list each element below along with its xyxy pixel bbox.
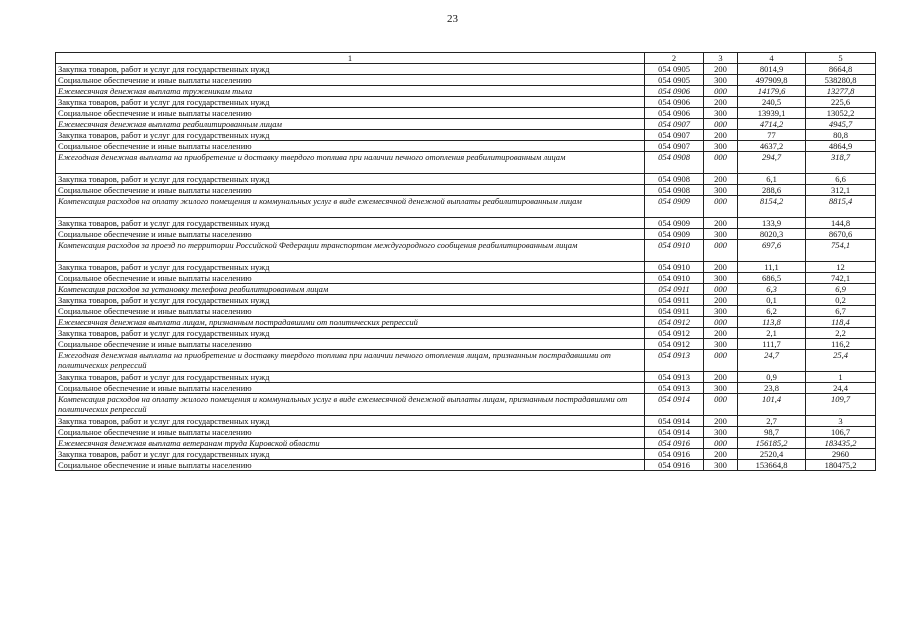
row-name-cell: Социальное обеспечение и иные выплаты населению [56,306,645,317]
row-value-col4-cell: 77 [738,130,806,141]
table-row [56,449,876,460]
row-name-cell: Ежегодная денежная выплата на приобретение и доставку твердого топлива при наличии печного отопления лицам, признанным пострадавшими от политических репрессий [56,350,645,372]
row-value-col5-cell: 6,9 [806,284,876,295]
row-type-cell: 300 [704,460,738,471]
row-type-cell: 300 [704,427,738,438]
row-value-col4-cell: 0,9 [738,372,806,383]
row-value-col5-cell: 80,8 [806,130,876,141]
row-name-cell: Закупка товаров, работ и услуг для государственных нужд [56,218,645,229]
row-value-col4-cell: 4714,2 [738,119,806,130]
row-value-col5-cell: 25,4 [806,350,876,372]
row-value-col5-cell: 13277,8 [806,86,876,97]
header-col-1: 1 [56,53,645,64]
row-code-cell: 054 0906 [645,86,704,97]
row-value-col5-cell: 318,7 [806,152,876,174]
row-value-col4-cell: 697,6 [738,240,806,262]
row-type-cell: 200 [704,328,738,339]
row-type-cell: 200 [704,174,738,185]
row-name-cell: Социальное обеспечение и иные выплаты населению [56,339,645,350]
row-value-col5-cell: 116,2 [806,339,876,350]
row-name-cell: Закупка товаров, работ и услуг для государственных нужд [56,97,645,108]
row-name-cell: Социальное обеспечение и иные выплаты населению [56,383,645,394]
row-name-cell: Социальное обеспечение и иные выплаты населению [56,75,645,86]
header-col-4: 4 [738,53,806,64]
row-value-col4-cell: 6,3 [738,284,806,295]
row-value-col5-cell: 312,1 [806,185,876,196]
row-name-cell: Компенсация расходов за установку телефона реабилитированным лицам [56,284,645,295]
row-name-cell: Закупка товаров, работ и услуг для государственных нужд [56,372,645,383]
row-value-col5-cell: 1 [806,372,876,383]
row-code-cell: 054 0914 [645,416,704,427]
row-value-col5-cell: 2,2 [806,328,876,339]
row-value-col5-cell: 144,8 [806,218,876,229]
table-row [56,229,876,240]
row-type-cell: 200 [704,449,738,460]
table-row [56,218,876,229]
row-value-col4-cell: 2,1 [738,328,806,339]
row-value-col4-cell: 111,7 [738,339,806,350]
row-value-col5-cell: 538280,8 [806,75,876,86]
row-name-cell: Ежемесячная денежная выплата реабилитированным лицам [56,119,645,130]
row-name-cell: Социальное обеспечение и иные выплаты населению [56,273,645,284]
table-row [56,394,876,416]
row-name-cell: Закупка товаров, работ и услуг для государственных нужд [56,262,645,273]
table-row [56,97,876,108]
row-code-cell: 054 0907 [645,141,704,152]
row-value-col5-cell: 183435,2 [806,438,876,449]
header-col-2: 2 [645,53,704,64]
row-name-cell: Закупка товаров, работ и услуг для государственных нужд [56,295,645,306]
row-name-cell: Ежемесячная денежная выплата труженикам тыла [56,86,645,97]
table-row [56,174,876,185]
row-value-col4-cell: 2,7 [738,416,806,427]
row-value-col5-cell: 742,1 [806,273,876,284]
row-type-cell: 300 [704,141,738,152]
row-code-cell: 054 0905 [645,64,704,75]
row-name-cell: Ежегодная денежная выплата на приобретение и доставку твердого топлива при наличии печного отопления реабилитированным лицам [56,152,645,174]
row-type-cell: 000 [704,317,738,328]
row-value-col5-cell: 109,7 [806,394,876,416]
row-value-col4-cell: 156185,2 [738,438,806,449]
row-value-col5-cell: 118,4 [806,317,876,328]
table-row [56,108,876,119]
row-code-cell: 054 0905 [645,75,704,86]
table-row [56,350,876,372]
row-type-cell: 000 [704,350,738,372]
budget-table-body [56,53,876,471]
row-type-cell: 200 [704,416,738,427]
row-value-col5-cell: 13052,2 [806,108,876,119]
row-code-cell: 054 0906 [645,97,704,108]
row-name-cell: Ежемесячная денежная выплата лицам, признанным пострадавшими от политических репрессий [56,317,645,328]
row-value-col4-cell: 497909,8 [738,75,806,86]
row-value-col5-cell: 12 [806,262,876,273]
row-value-col4-cell: 14179,6 [738,86,806,97]
row-value-col5-cell: 8670,6 [806,229,876,240]
row-name-cell: Социальное обеспечение и иные выплаты населению [56,460,645,471]
table-row [56,328,876,339]
row-value-col5-cell: 6,7 [806,306,876,317]
row-value-col4-cell: 6,1 [738,174,806,185]
table-row [56,273,876,284]
row-code-cell: 054 0914 [645,394,704,416]
row-name-cell: Компенсация расходов на оплату жилого помещения и коммунальных услуг в виде ежемесячной денежной выплаты реабилитированным лицам [56,196,645,218]
table-row [56,416,876,427]
row-name-cell: Социальное обеспечение и иные выплаты населению [56,427,645,438]
row-value-col4-cell: 98,7 [738,427,806,438]
table-row [56,262,876,273]
row-name-cell: Закупка товаров, работ и услуг для государственных нужд [56,174,645,185]
row-type-cell: 200 [704,262,738,273]
row-value-col4-cell: 13939,1 [738,108,806,119]
table-row [56,372,876,383]
row-name-cell: Закупка товаров, работ и услуг для государственных нужд [56,328,645,339]
row-value-col4-cell: 0,1 [738,295,806,306]
row-value-col4-cell: 8154,2 [738,196,806,218]
table-header-row [56,53,876,64]
table-row [56,284,876,295]
table-row [56,152,876,174]
table-row [56,196,876,218]
row-code-cell: 054 0913 [645,383,704,394]
row-code-cell: 054 0910 [645,240,704,262]
table-row [56,339,876,350]
header-col-5: 5 [806,53,876,64]
row-name-cell: Социальное обеспечение и иные выплаты населению [56,141,645,152]
row-name-cell: Социальное обеспечение и иные выплаты населению [56,185,645,196]
row-code-cell: 054 0913 [645,350,704,372]
row-type-cell: 300 [704,185,738,196]
table-row [56,64,876,75]
row-code-cell: 054 0909 [645,196,704,218]
row-code-cell: 054 0910 [645,262,704,273]
table-row [56,295,876,306]
row-type-cell: 000 [704,240,738,262]
row-value-col5-cell: 24,4 [806,383,876,394]
row-type-cell: 200 [704,372,738,383]
row-code-cell: 054 0906 [645,108,704,119]
row-value-col5-cell: 3 [806,416,876,427]
table-row [56,75,876,86]
row-code-cell: 054 0909 [645,229,704,240]
row-value-col4-cell: 133,9 [738,218,806,229]
row-name-cell: Компенсация расходов за проезд по территории Российской Федерации транспортом междугородного сообщения реабилитированным лицам [56,240,645,262]
table-row [56,383,876,394]
row-name-cell: Социальное обеспечение и иные выплаты населению [56,108,645,119]
table-row [56,141,876,152]
row-type-cell: 000 [704,86,738,97]
row-type-cell: 300 [704,75,738,86]
row-type-cell: 200 [704,97,738,108]
table-row [56,240,876,262]
table-row [56,119,876,130]
row-code-cell: 054 0912 [645,339,704,350]
table-row [56,460,876,471]
row-code-cell: 054 0911 [645,284,704,295]
table-row [56,185,876,196]
row-value-col5-cell: 0,2 [806,295,876,306]
row-type-cell: 000 [704,196,738,218]
row-value-col4-cell: 23,8 [738,383,806,394]
row-value-col4-cell: 8014,9 [738,64,806,75]
row-value-col4-cell: 101,4 [738,394,806,416]
row-name-cell: Компенсация расходов на оплату жилого помещения и коммунальных услуг в виде ежемесячной денежной выплаты лицам, признанным пострадавшими от политических репрессий [56,394,645,416]
row-type-cell: 300 [704,273,738,284]
row-code-cell: 054 0909 [645,218,704,229]
row-type-cell: 000 [704,152,738,174]
row-name-cell: Ежемесячная денежная выплата ветеранам труда Кировской области [56,438,645,449]
row-value-col5-cell: 6,6 [806,174,876,185]
row-value-col5-cell: 8664,8 [806,64,876,75]
table-row [56,438,876,449]
row-value-col4-cell: 6,2 [738,306,806,317]
row-value-col4-cell: 288,6 [738,185,806,196]
row-code-cell: 054 0908 [645,152,704,174]
table-row [56,427,876,438]
row-value-col5-cell: 4864,9 [806,141,876,152]
row-value-col5-cell: 754,1 [806,240,876,262]
row-name-cell: Закупка товаров, работ и услуг для государственных нужд [56,416,645,427]
row-name-cell: Социальное обеспечение и иные выплаты населению [56,229,645,240]
row-value-col4-cell: 113,8 [738,317,806,328]
row-type-cell: 200 [704,295,738,306]
row-name-cell: Закупка товаров, работ и услуг для государственных нужд [56,130,645,141]
table-row [56,306,876,317]
row-code-cell: 054 0916 [645,449,704,460]
row-type-cell: 300 [704,383,738,394]
row-value-col4-cell: 11,1 [738,262,806,273]
row-code-cell: 054 0912 [645,328,704,339]
row-type-cell: 200 [704,64,738,75]
row-value-col5-cell: 2960 [806,449,876,460]
row-type-cell: 000 [704,394,738,416]
table-row [56,317,876,328]
row-name-cell: Закупка товаров, работ и услуг для государственных нужд [56,449,645,460]
row-type-cell: 000 [704,438,738,449]
row-type-cell: 000 [704,119,738,130]
row-code-cell: 054 0916 [645,460,704,471]
budget-table [55,52,876,471]
page-number: 23 [447,13,458,25]
table-row [56,130,876,141]
row-code-cell: 054 0912 [645,317,704,328]
row-value-col4-cell: 24,7 [738,350,806,372]
row-value-col4-cell: 294,7 [738,152,806,174]
row-type-cell: 300 [704,306,738,317]
row-code-cell: 054 0907 [645,119,704,130]
row-code-cell: 054 0908 [645,174,704,185]
row-value-col4-cell: 686,5 [738,273,806,284]
row-value-col4-cell: 4637,2 [738,141,806,152]
row-value-col5-cell: 4945,7 [806,119,876,130]
row-value-col4-cell: 8020,3 [738,229,806,240]
row-value-col5-cell: 180475,2 [806,460,876,471]
row-code-cell: 054 0913 [645,372,704,383]
row-type-cell: 300 [704,229,738,240]
row-code-cell: 054 0908 [645,185,704,196]
row-value-col5-cell: 225,6 [806,97,876,108]
row-code-cell: 054 0914 [645,427,704,438]
row-value-col4-cell: 240,5 [738,97,806,108]
row-type-cell: 300 [704,339,738,350]
row-value-col5-cell: 8815,4 [806,196,876,218]
header-col-3: 3 [704,53,738,64]
table-row [56,86,876,97]
row-value-col5-cell: 106,7 [806,427,876,438]
row-value-col4-cell: 153664,8 [738,460,806,471]
row-code-cell: 054 0916 [645,438,704,449]
row-type-cell: 300 [704,108,738,119]
row-code-cell: 054 0910 [645,273,704,284]
row-type-cell: 200 [704,130,738,141]
row-name-cell: Закупка товаров, работ и услуг для государственных нужд [56,64,645,75]
row-code-cell: 054 0911 [645,295,704,306]
row-type-cell: 000 [704,284,738,295]
row-code-cell: 054 0911 [645,306,704,317]
row-value-col4-cell: 2520,4 [738,449,806,460]
row-type-cell: 200 [704,218,738,229]
row-code-cell: 054 0907 [645,130,704,141]
